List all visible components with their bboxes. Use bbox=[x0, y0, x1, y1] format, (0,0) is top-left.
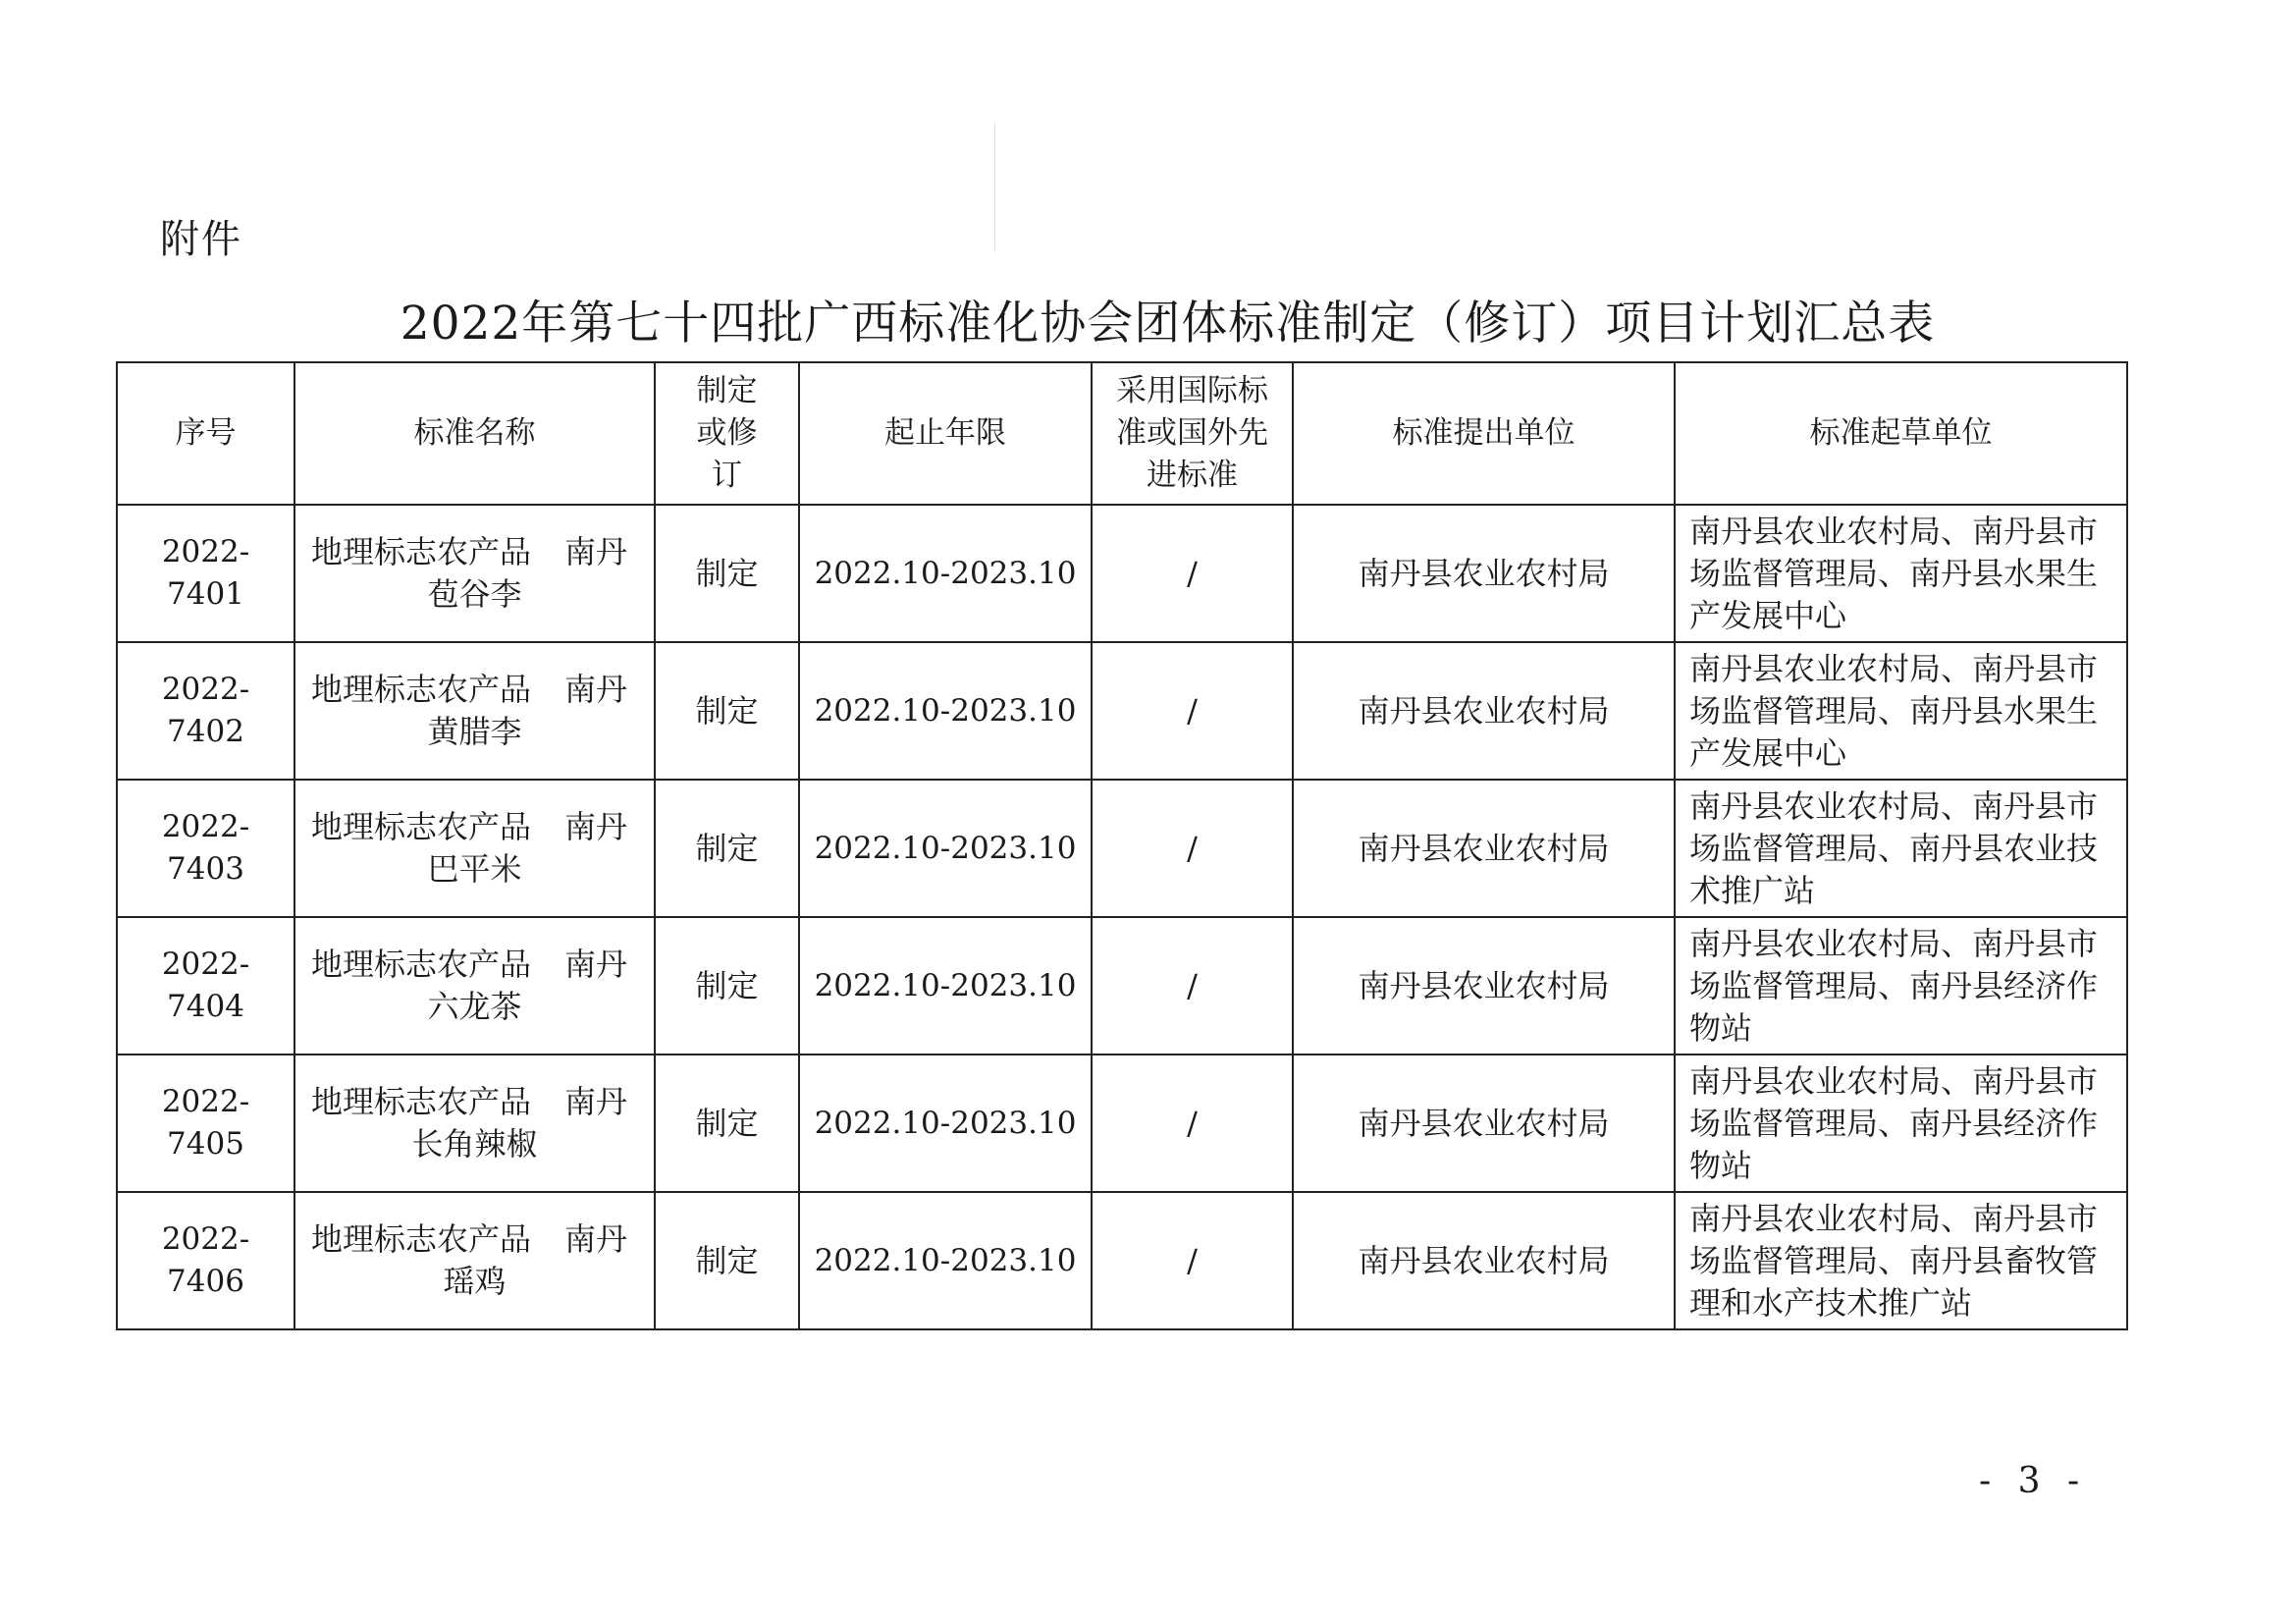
header-drafter: 标准起草单位 bbox=[1675, 362, 2127, 505]
cell-intl: / bbox=[1092, 642, 1293, 780]
header-intl-text: 采用国际标准或国外先进标准 bbox=[1116, 373, 1268, 493]
cell-period: 2022.10-2023.10 bbox=[799, 917, 1092, 1055]
table-row bbox=[117, 917, 2127, 1055]
cell-type: 制定 bbox=[655, 780, 799, 917]
scan-artifact-line bbox=[994, 123, 995, 250]
table-row bbox=[117, 505, 2127, 642]
cell-type: 制定 bbox=[655, 917, 799, 1055]
header-proposer: 标准提出单位 bbox=[1293, 362, 1675, 505]
cell-name bbox=[294, 1055, 655, 1192]
cell-proposer: 南丹县农业农村局 bbox=[1293, 642, 1675, 780]
cell-drafter: 南丹县农业农村局、南丹县市场监督管理局、南丹县农业技术推广站 bbox=[1675, 780, 2127, 917]
project-plan-table bbox=[116, 361, 2126, 1330]
cell-name bbox=[294, 642, 655, 780]
table-row bbox=[117, 642, 2127, 780]
header-name: 标准名称 bbox=[294, 362, 655, 505]
cell-drafter: 南丹县农业农村局、南丹县市场监督管理局、南丹县经济作物站 bbox=[1675, 917, 2127, 1055]
cell-name-region: 南丹 bbox=[564, 1220, 628, 1258]
cell-seq: 2022-7402 bbox=[117, 642, 294, 780]
cell-name-region: 南丹 bbox=[564, 1083, 628, 1120]
cell-name-product: 巴平米 bbox=[427, 850, 522, 888]
cell-name-product: 黄腊李 bbox=[427, 713, 522, 750]
cell-name-product: 瑶鸡 bbox=[443, 1263, 507, 1300]
cell-name-line1 bbox=[305, 1218, 644, 1261]
cell-name-region: 南丹 bbox=[564, 671, 628, 708]
cell-name-prefix: 地理标志农产品 bbox=[311, 671, 532, 708]
table-row bbox=[117, 1055, 2127, 1192]
cell-name-line1 bbox=[305, 806, 644, 848]
cell-drafter: 南丹县农业农村局、南丹县市场监督管理局、南丹县水果生产发展中心 bbox=[1675, 642, 2127, 780]
cell-name-product: 长角辣椒 bbox=[411, 1125, 538, 1163]
cell-period: 2022.10-2023.10 bbox=[799, 1055, 1092, 1192]
cell-proposer: 南丹县农业农村局 bbox=[1293, 1055, 1675, 1192]
cell-type: 制定 bbox=[655, 1192, 799, 1329]
cell-period: 2022.10-2023.10 bbox=[799, 780, 1092, 917]
cell-period: 2022.10-2023.10 bbox=[799, 505, 1092, 642]
cell-name-prefix: 地理标志农产品 bbox=[311, 533, 532, 570]
cell-type: 制定 bbox=[655, 642, 799, 780]
cell-name-prefix: 地理标志农产品 bbox=[311, 1220, 532, 1258]
cell-name-product: 六龙茶 bbox=[427, 988, 522, 1025]
header-type-text: 制定或修订 bbox=[696, 373, 758, 493]
cell-intl: / bbox=[1092, 780, 1293, 917]
cell-name-prefix: 地理标志农产品 bbox=[311, 946, 532, 983]
cell-proposer: 南丹县农业农村局 bbox=[1293, 917, 1675, 1055]
document-title: 2022年第七十四批广西标准化协会团体标准制定（修订）项目计划汇总表 bbox=[400, 297, 1936, 351]
cell-drafter: 南丹县农业农村局、南丹县市场监督管理局、南丹县畜牧管理和水产技术推广站 bbox=[1675, 1192, 2127, 1329]
cell-name-line1 bbox=[305, 944, 644, 986]
cell-name bbox=[294, 917, 655, 1055]
cell-intl: / bbox=[1092, 1192, 1293, 1329]
cell-drafter: 南丹县农业农村局、南丹县市场监督管理局、南丹县经济作物站 bbox=[1675, 1055, 2127, 1192]
table-header-row bbox=[117, 362, 2127, 505]
cell-name-line1 bbox=[305, 531, 644, 573]
header-seq: 序号 bbox=[117, 362, 294, 505]
cell-name-line1 bbox=[305, 669, 644, 711]
cell-drafter: 南丹县农业农村局、南丹县市场监督管理局、南丹县水果生产发展中心 bbox=[1675, 505, 2127, 642]
page-number: - 3 - bbox=[1979, 1461, 2088, 1501]
table-body bbox=[117, 505, 2127, 1329]
cell-proposer: 南丹县农业农村局 bbox=[1293, 1192, 1675, 1329]
cell-intl: / bbox=[1092, 1055, 1293, 1192]
cell-name bbox=[294, 780, 655, 917]
cell-seq: 2022-7403 bbox=[117, 780, 294, 917]
cell-type: 制定 bbox=[655, 1055, 799, 1192]
header-type bbox=[655, 362, 799, 505]
cell-period: 2022.10-2023.10 bbox=[799, 1192, 1092, 1329]
cell-name-prefix: 地理标志农产品 bbox=[311, 808, 532, 845]
cell-intl: / bbox=[1092, 505, 1293, 642]
cell-proposer: 南丹县农业农村局 bbox=[1293, 780, 1675, 917]
cell-name-region: 南丹 bbox=[564, 533, 628, 570]
cell-name bbox=[294, 505, 655, 642]
cell-name-prefix: 地理标志农产品 bbox=[311, 1083, 532, 1120]
cell-name-region: 南丹 bbox=[564, 808, 628, 845]
header-intl bbox=[1092, 362, 1293, 505]
table-row bbox=[117, 1192, 2127, 1329]
header-period: 起止年限 bbox=[799, 362, 1092, 505]
cell-name-product: 苞谷李 bbox=[427, 575, 522, 613]
cell-type: 制定 bbox=[655, 505, 799, 642]
attachment-label: 附件 bbox=[160, 217, 242, 262]
cell-seq: 2022-7405 bbox=[117, 1055, 294, 1192]
cell-name-region: 南丹 bbox=[564, 946, 628, 983]
table-row bbox=[117, 780, 2127, 917]
cell-seq: 2022-7401 bbox=[117, 505, 294, 642]
cell-name-line1 bbox=[305, 1081, 644, 1123]
cell-name bbox=[294, 1192, 655, 1329]
cell-period: 2022.10-2023.10 bbox=[799, 642, 1092, 780]
cell-proposer: 南丹县农业农村局 bbox=[1293, 505, 1675, 642]
cell-intl: / bbox=[1092, 917, 1293, 1055]
cell-seq: 2022-7404 bbox=[117, 917, 294, 1055]
cell-seq: 2022-7406 bbox=[117, 1192, 294, 1329]
